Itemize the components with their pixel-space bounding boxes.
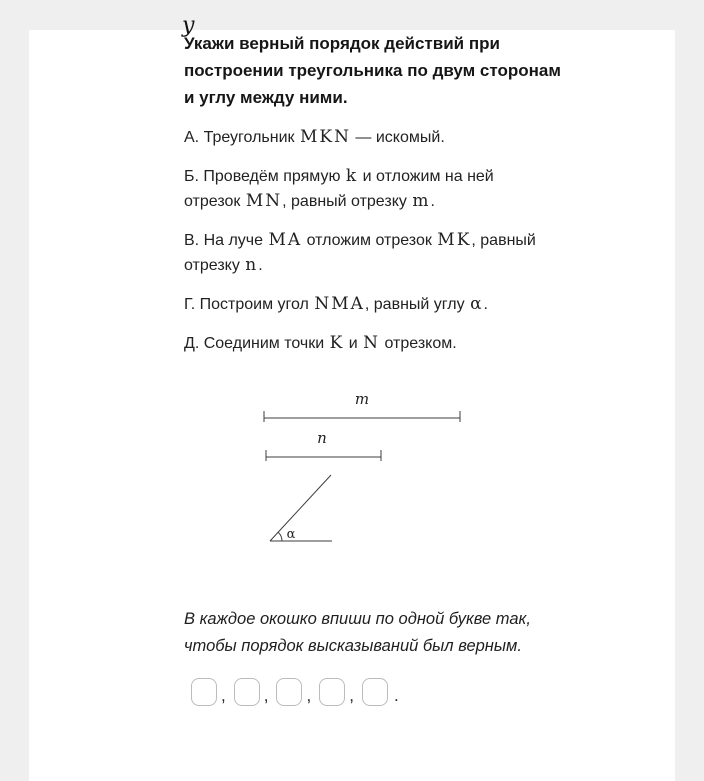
answer-box-5[interactable] bbox=[362, 678, 388, 706]
statement-text: отрезку bbox=[184, 257, 245, 274]
angle-ray-diagonal bbox=[270, 475, 331, 541]
statement-text: , равный отрезку bbox=[282, 193, 412, 210]
segment-n-label: n bbox=[317, 429, 327, 447]
task-title: Укажи верный порядок действий при построении треугольника по двум сторонам и углу между ними. bbox=[184, 34, 561, 107]
statement-text: Г. Построим угол bbox=[184, 296, 314, 313]
statement-text: , равный углу bbox=[364, 296, 470, 313]
statement-text: отрезком. bbox=[380, 335, 457, 352]
statement-text: отложим отрезок bbox=[302, 232, 437, 249]
statement-text: Б. Проведём прямую bbox=[184, 168, 345, 185]
separator-comma: , bbox=[221, 686, 226, 705]
statement-text: — искомый. bbox=[350, 129, 445, 146]
statement-text: отрезок bbox=[184, 193, 245, 210]
answer-box-4[interactable] bbox=[319, 678, 345, 706]
separator-period: . bbox=[393, 686, 399, 705]
math-symbol: MN bbox=[245, 191, 283, 211]
answer-row bbox=[191, 676, 675, 706]
statement-text: . bbox=[258, 257, 263, 274]
statement-text: . bbox=[430, 193, 435, 210]
statement bbox=[184, 228, 675, 278]
statement-list bbox=[29, 125, 675, 356]
math-symbol: NMA bbox=[314, 294, 365, 314]
task-card bbox=[29, 13, 675, 781]
separator-comma: , bbox=[349, 686, 354, 705]
answer-box-2[interactable] bbox=[234, 678, 260, 706]
math-symbol: k bbox=[345, 166, 359, 186]
math-symbol: N bbox=[363, 333, 381, 353]
statement bbox=[184, 125, 675, 150]
separator-comma: , bbox=[263, 686, 269, 705]
segment-m-label: m bbox=[354, 390, 370, 408]
math-symbol: α bbox=[470, 294, 484, 314]
angle-arc bbox=[278, 532, 282, 541]
math-symbol: K bbox=[329, 333, 345, 353]
statement-text: и отложим на ней bbox=[358, 168, 494, 185]
math-symbol: n bbox=[245, 255, 259, 275]
statement-text: В. На луче bbox=[184, 232, 268, 249]
answer-box-3[interactable] bbox=[276, 678, 302, 706]
clipped-text-fragment bbox=[182, 13, 198, 39]
separator-comma: , bbox=[306, 686, 312, 705]
instruction-text: В каждое окошко впиши по одной букве так, чтобы порядок высказываний был верным. bbox=[184, 610, 531, 655]
statement-text: А. Треугольник bbox=[184, 129, 299, 146]
statement-text: и bbox=[344, 335, 363, 352]
answer-box-1[interactable] bbox=[191, 678, 217, 706]
angle-alpha-label: α bbox=[286, 527, 296, 542]
statement bbox=[184, 331, 675, 356]
math-symbol: MA bbox=[268, 230, 303, 250]
clipped-glyph: у bbox=[182, 13, 195, 38]
construction-diagram bbox=[29, 386, 675, 558]
statement-text: Д. Соединим точки bbox=[184, 335, 329, 352]
statement bbox=[184, 164, 675, 214]
statement bbox=[184, 292, 675, 317]
statement-text: . bbox=[483, 296, 488, 313]
math-symbol: MKN bbox=[299, 127, 351, 147]
math-symbol: MK bbox=[437, 230, 472, 250]
math-symbol: m bbox=[412, 191, 431, 211]
statement-text: , равный bbox=[471, 232, 536, 249]
